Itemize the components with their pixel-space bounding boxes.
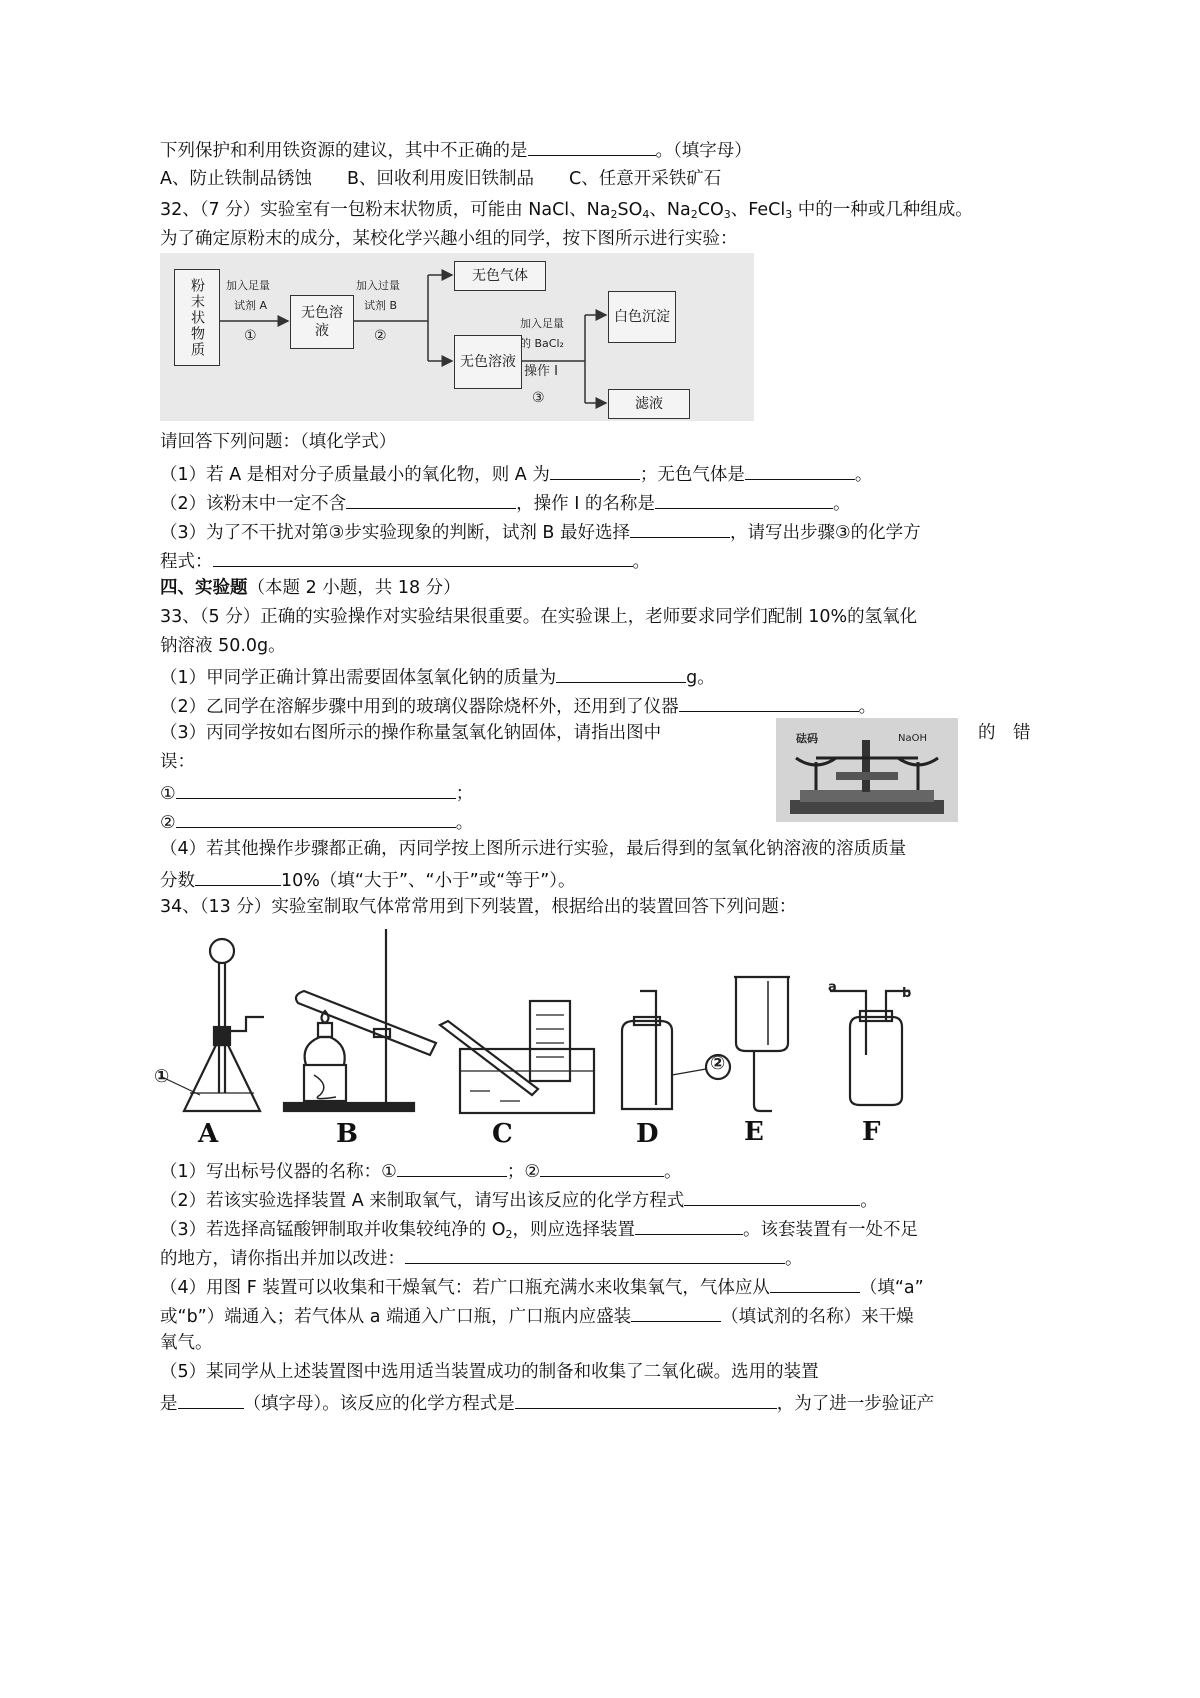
box-gas: 无色气体 <box>454 261 546 291</box>
text-segment: g。 <box>686 668 715 688</box>
step-number: ① <box>244 328 257 344</box>
port-a-label: a <box>828 980 837 995</box>
text-segment: （3）若选择高锰酸钾制取并收集较纯净的 O <box>160 1220 506 1240</box>
answer-blank[interactable] <box>195 867 281 886</box>
weights-label: 砝码 <box>796 732 818 745</box>
text-segment: （2）该粉末中一定不含 <box>160 494 347 514</box>
text-segment: ；② <box>506 1162 541 1182</box>
text-segment: 。 <box>832 494 851 514</box>
text-segment: 10%（填“大于”、“小于”或“等于”）。 <box>281 871 576 891</box>
text-segment: （1）甲同学正确计算出需要固体氢氧化钠的质量为 <box>160 668 557 688</box>
subscript: 3 <box>723 208 731 221</box>
label-a: A <box>198 1119 219 1149</box>
label-d: D <box>636 1119 659 1149</box>
text-segment: 的地方，请你指出并加以改进： <box>160 1249 405 1269</box>
error-line-1 <box>160 780 473 805</box>
text-segment: （填试剂的名称）来干燥 <box>721 1307 914 1327</box>
text-segment: 。 <box>455 813 474 833</box>
sub-question-1 <box>160 1158 682 1183</box>
port-b-label: b <box>902 986 912 1001</box>
box-powder: 粉末状物质 <box>174 269 220 366</box>
answer-blank[interactable] <box>528 137 656 156</box>
label-f: F <box>862 1117 881 1147</box>
text-segment: 的 错 <box>978 723 1031 743</box>
sub-question-4 <box>160 1274 924 1299</box>
step-number: ③ <box>532 390 545 406</box>
balance-figure <box>776 718 958 822</box>
subscript: 2 <box>610 208 618 221</box>
text-segment: （2）乙同学在溶解步骤中用到的玻璃仪器除烧杯外，还用到了仪器 <box>160 697 679 717</box>
text-segment: （4）用图 F 装置可以收集和干燥氧气：若广口瓶充满水来收集氧气，气体应从 <box>160 1278 770 1298</box>
text-line: 氧气。 <box>160 1333 213 1353</box>
text-segment: ② <box>160 813 176 833</box>
text-segment: （3）为了不干扰对第③步实验现象的判断，试剂 B 最好选择 <box>160 523 630 543</box>
box-precipitate: 白色沉淀 <box>608 291 676 343</box>
answer-blank[interactable] <box>550 461 640 480</box>
text-segment: 下列保护和利用铁资源的建议，其中不正确的是 <box>160 141 528 161</box>
question-33-line: 33、（5 分）正确的实验操作对实验结果很重要。在实验课上，老师要求同学们配制 10%的氢氧化 <box>160 607 918 627</box>
text-segment: 。 <box>785 1249 803 1269</box>
answer-blank[interactable] <box>770 1274 860 1293</box>
apparatus-a <box>162 939 264 1111</box>
sub-question-2 <box>160 693 876 718</box>
sub-question-4: （4）若其他操作步骤都正确，丙同学按上图所示进行实验，最后得到的氢氧化钠溶液的溶质质量 <box>160 839 907 859</box>
label-e: E <box>744 1117 764 1147</box>
text-segment: 程式： <box>160 552 213 572</box>
sub-question-4-cont <box>160 867 576 892</box>
answer-blank[interactable] <box>397 1158 507 1177</box>
arrow-label: 的 BaCl₂ <box>520 337 564 350</box>
text-segment: 。 <box>860 1191 878 1211</box>
sub-question-1 <box>160 664 715 689</box>
text-segment: ，操作 I 的名称是 <box>516 494 655 514</box>
text-segment: 或“b”）端通入；若气体从 a 端通入广口瓶，广口瓶内应盛装 <box>160 1307 632 1327</box>
apparatus-figure <box>154 925 1000 1150</box>
arrow-label: 试剂 A <box>234 299 268 312</box>
arrow-label: 加入过量 <box>356 279 400 292</box>
answer-blank[interactable] <box>631 1303 721 1322</box>
text-segment: 中的一种或几种组成。 <box>792 200 973 220</box>
answer-blank[interactable] <box>176 809 456 828</box>
text-segment: ① <box>160 784 176 804</box>
text-segment: 、Na <box>649 200 691 220</box>
sub-question-1 <box>160 461 872 486</box>
text-segment: ，请写出步骤③的化学方 <box>729 523 921 543</box>
text-segment: ，为了进一步验证产 <box>776 1394 935 1414</box>
answer-blank[interactable] <box>679 693 859 712</box>
text-segment: 。该套装置有一处不足 <box>742 1220 918 1240</box>
text-segment: 。 <box>854 465 873 485</box>
marker-1: ① <box>154 1066 170 1087</box>
sub-question-4-cont <box>160 1303 914 1328</box>
text-segment: SO <box>617 200 643 220</box>
text-segment: 。 <box>664 1162 682 1182</box>
sub-question-5-cont <box>160 1390 934 1415</box>
subscript: 3 <box>785 208 793 221</box>
answer-blank[interactable] <box>745 461 855 480</box>
question-32-line <box>160 199 973 221</box>
text-segment: ； <box>455 784 474 804</box>
box-filtrate: 滤液 <box>608 389 690 419</box>
naoh-label: NaOH <box>898 733 927 744</box>
text-segment: 。 <box>858 697 877 717</box>
text-segment: （2）若该实验选择装置 A 来制取氧气，请写出该反应的化学方程式 <box>160 1191 685 1211</box>
answer-blank[interactable] <box>176 780 456 799</box>
text-line: 为了确定原粉末的成分，某校化学兴趣小组的同学，按下图所示进行实验： <box>160 229 738 249</box>
arrow-label: 试剂 B <box>364 299 398 312</box>
marker-2: ② <box>710 1053 726 1074</box>
sub-question-2 <box>160 490 850 515</box>
answer-blank[interactable] <box>540 1158 664 1177</box>
sub-question-3 <box>160 722 661 744</box>
text-segment: 是 <box>160 1394 178 1414</box>
subscript: 2 <box>505 1228 513 1241</box>
options-line: A、防止铁制品锈蚀 B、回收利用废旧铁制品 C、任意开采铁矿石 <box>160 169 722 189</box>
answer-blank[interactable] <box>655 490 833 509</box>
box-solution-1: 无色溶液 <box>290 295 354 349</box>
text-segment: （填“a” <box>859 1278 924 1298</box>
sub-question-2 <box>160 1187 878 1212</box>
answer-blank[interactable] <box>556 664 686 683</box>
answer-blank[interactable] <box>515 1390 777 1409</box>
sub-question-3 <box>160 519 921 544</box>
text-segment: 、FeCl <box>730 200 786 220</box>
sub-question-5: （5）某同学从上述装置图中选用适当装置成功的制备和收集了二氧化碳。选用的装置 <box>160 1362 819 1382</box>
text-segment: 32、（7 分）实验室有一包粉末状物质，可能由 NaCl、Na <box>160 200 611 220</box>
text-segment: 。 <box>632 552 650 572</box>
text-line: 钠溶液 50.0g。 <box>160 636 286 656</box>
text-segment: 分数 <box>160 871 195 891</box>
apparatus-f <box>830 991 910 1105</box>
text-segment: CO <box>697 200 724 220</box>
answer-blank[interactable] <box>630 519 730 538</box>
answer-blank[interactable] <box>213 548 633 567</box>
text-line <box>160 137 752 162</box>
question-34-line: 34、（13 分）实验室制取气体常常用到下列装置，根据给出的装置回答下列问题： <box>160 897 797 917</box>
text-segment: 误： <box>160 752 195 772</box>
step-number: ② <box>374 328 387 344</box>
subscript: 4 <box>642 208 650 221</box>
flowchart-figure <box>160 253 754 421</box>
apparatus-e <box>734 977 790 1111</box>
text-segment: ；无色气体是 <box>639 465 745 485</box>
label-c: C <box>492 1119 513 1149</box>
box-solution-2: 无色溶液 <box>454 335 522 389</box>
text-line: 请回答下列问题：（填化学式） <box>160 432 397 452</box>
error-line-2 <box>160 809 473 834</box>
arrow-label: 加入足量 <box>226 279 270 292</box>
sub-question-3 <box>160 1216 918 1241</box>
answer-blank[interactable] <box>346 490 516 509</box>
answer-blank[interactable] <box>178 1390 244 1409</box>
section-note: （本题 2 小题，共 18 分） <box>247 578 461 598</box>
apparatus-c <box>440 1001 594 1113</box>
section-heading <box>160 577 461 599</box>
section-title: 四、实验题 <box>160 578 248 598</box>
label-b: B <box>336 1119 358 1149</box>
text-segment: 。（填字母） <box>655 141 752 161</box>
answer-blank[interactable] <box>635 1216 743 1235</box>
text-segment: （1）写出标号仪器的名称：① <box>160 1162 397 1182</box>
text-segment: （1）若 A 是相对分子质量最小的氧化物，则 A 为 <box>160 465 550 485</box>
text-segment: （填字母）。该反应的化学方程式是 <box>243 1394 515 1414</box>
arrow-label: 加入足量 <box>520 317 564 330</box>
arrow-label: 操作 I <box>524 364 558 379</box>
text-segment: ，则应选择装置 <box>512 1220 635 1240</box>
apparatus-d <box>622 991 730 1109</box>
answer-blank[interactable] <box>405 1245 785 1264</box>
text-segment: （3）丙同学按如右图所示的操作称量氢氧化钠固体，请指出图中 <box>160 723 662 743</box>
apparatus-b <box>284 929 436 1111</box>
answer-blank[interactable] <box>684 1187 860 1206</box>
sub-question-3-cont <box>160 1245 803 1270</box>
sub-question-3-cont <box>160 548 650 573</box>
subscript: 2 <box>690 208 698 221</box>
